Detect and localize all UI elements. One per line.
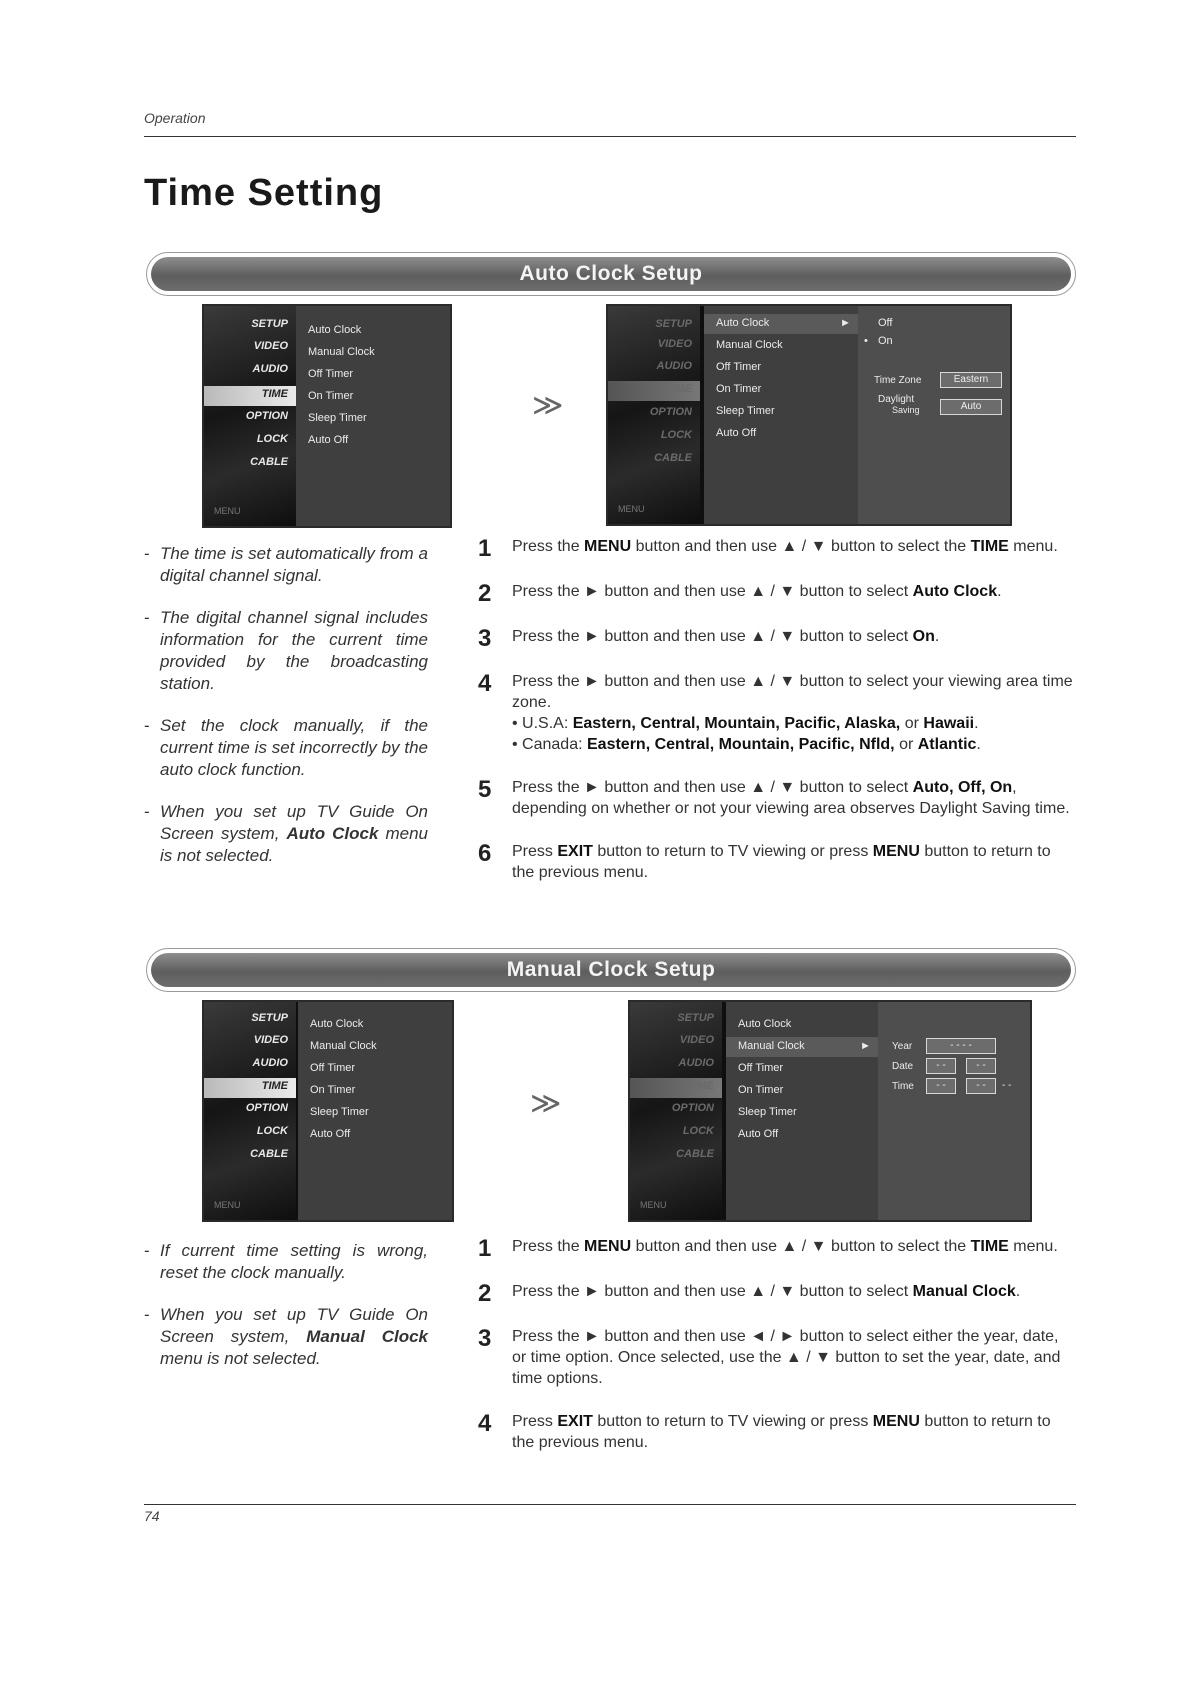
- transition-arrow-icon: ≫: [530, 1087, 562, 1120]
- category-time: TIME: [261, 388, 288, 400]
- time-zone-label: Time Zone: [874, 375, 922, 386]
- category-lock: LOCK: [660, 429, 692, 441]
- step-4: [476, 1411, 1076, 1453]
- manual-clock-banner-title: Manual Clock Setup: [151, 953, 1071, 987]
- step-number: 2: [478, 1280, 492, 1307]
- step-text: menu.: [1013, 538, 1058, 555]
- step-bold: Auto, Off, On: [912, 779, 1013, 796]
- page-title: Time Setting: [144, 172, 384, 214]
- page-number: 74: [144, 1508, 160, 1524]
- selected-bullet-icon: •: [864, 335, 868, 347]
- note-text: menu is not selected.: [160, 824, 429, 865]
- category-audio: AUDIO: [678, 1057, 714, 1069]
- step-4: [476, 671, 1076, 755]
- step-number: 4: [478, 1410, 492, 1437]
- time-menu-list: [296, 306, 452, 526]
- step-number: 2: [478, 580, 492, 607]
- step-2: [476, 1280, 1076, 1307]
- menu-item-manual-clock: Manual Clock: [716, 339, 783, 351]
- category-column: [608, 306, 700, 524]
- note-text: When you set up TV Guide On Screen system,: [160, 802, 428, 843]
- step-number: 3: [478, 1325, 492, 1352]
- step-text: Press the ► button and then use ▲ / ▼ button to select your viewing area time zone.: [512, 673, 1073, 711]
- step-text: .: [1015, 1283, 1021, 1300]
- step-text: Press the: [512, 538, 580, 555]
- manual-menu-screen-2: [628, 1000, 1032, 1222]
- step-bold: MENU: [872, 1413, 920, 1430]
- step-bold: Eastern, Central, Mountain, Pacific, Nfld,: [587, 736, 895, 753]
- step-text: button and then use ▲ / ▼ button to select the: [635, 1238, 967, 1255]
- step-text: Press: [512, 843, 553, 860]
- step-text: Press the ► button and then use ▲ / ▼ button to select: [512, 779, 909, 796]
- auto-clock-notes: [144, 543, 428, 887]
- step-text: • U.S.A:: [512, 715, 569, 732]
- menu-item-manual-clock: Manual Clock: [308, 346, 375, 358]
- step-bold: MENU: [584, 1238, 632, 1255]
- menu-item-on-timer: On Timer: [716, 383, 762, 395]
- category-cable: CABLE: [676, 1148, 714, 1160]
- menu-hint: MENU: [640, 1200, 667, 1210]
- menu-item-sleep-timer: Sleep Timer: [308, 412, 367, 424]
- date-day-value: - -: [966, 1058, 996, 1074]
- category-time: TIME: [665, 383, 692, 395]
- category-option: OPTION: [649, 406, 692, 418]
- manual-clock-banner: [146, 948, 1076, 992]
- category-audio: AUDIO: [656, 360, 692, 372]
- category-option: OPTION: [671, 1102, 714, 1114]
- category-time: TIME: [687, 1080, 714, 1092]
- category-cable: CABLE: [250, 1148, 288, 1160]
- step-number: 3: [478, 625, 492, 652]
- step-bold: TIME: [970, 1238, 1009, 1255]
- category-setup: SETUP: [655, 318, 692, 330]
- menu-item-auto-clock: Auto Clock: [310, 1018, 364, 1030]
- category-setup: SETUP: [251, 318, 288, 330]
- menu-item-off-timer: Off Timer: [310, 1062, 356, 1074]
- step-bold: EXIT: [557, 843, 593, 860]
- step-number: 5: [478, 776, 492, 803]
- category-lock: LOCK: [256, 433, 288, 445]
- auto-clock-banner: [146, 252, 1076, 296]
- step-text: or: [904, 715, 919, 732]
- note-item: - If current time setting is wrong, reset the clock manually.: [144, 1240, 428, 1284]
- note-bold: Manual Clock: [306, 1327, 428, 1346]
- step-text: button and then use ▲ / ▼ button to select the: [635, 538, 967, 555]
- category-lock: LOCK: [682, 1125, 714, 1137]
- step-bold: Auto Clock: [912, 583, 998, 600]
- step-1: [476, 1235, 1076, 1262]
- step-text: Press the ► button and then use ▲ / ▼ button to select: [512, 628, 909, 645]
- step-text: button to return to the previous menu.: [512, 843, 1051, 881]
- category-cable: CABLE: [250, 456, 288, 468]
- year-label: Year: [892, 1041, 913, 1052]
- step-bold: Hawaii: [923, 715, 975, 732]
- step-text: .: [997, 583, 1002, 600]
- menu-item-sleep-timer: Sleep Timer: [716, 405, 775, 417]
- time-menu-list: [298, 1002, 454, 1220]
- step-text: , depending on whether or not your viewing area observes Daylight Saving time.: [512, 779, 1070, 817]
- time-label: Time: [892, 1081, 914, 1092]
- manual-clock-notes: [144, 1240, 428, 1390]
- category-option: OPTION: [245, 410, 288, 422]
- time-menu-list: [726, 1002, 878, 1220]
- step-text: Press the ► button and then use ◄ / ► button to select either the year, date, or time option. Once selected, use the ▲ / ▼ button to set the year, date, and time options.: [512, 1328, 1061, 1387]
- option-on: On: [878, 335, 893, 347]
- step-6: [476, 841, 1076, 883]
- auto-clock-submenu: [858, 306, 1012, 524]
- step-bold: TIME: [970, 538, 1009, 555]
- category-video: VIDEO: [679, 1034, 714, 1046]
- note-item: [144, 1304, 428, 1370]
- note-item: - The time is set automatically from a digital channel signal.: [144, 543, 428, 587]
- category-column: [204, 1002, 296, 1220]
- step-text: Press the ► button and then use ▲ / ▼ button to select: [512, 1283, 909, 1300]
- menu-item-sleep-timer: Sleep Timer: [738, 1106, 797, 1118]
- time-zone-value: Eastern: [940, 372, 1002, 388]
- menu-item-on-timer: On Timer: [308, 390, 354, 402]
- note-item: - The digital channel signal includes information for the current time provided by the broadcasting station.: [144, 607, 428, 695]
- category-time: TIME: [261, 1080, 288, 1092]
- time-minute-value: - -: [966, 1078, 996, 1094]
- note-item: - Set the clock manually, if the current time is set incorrectly by the auto clock function.: [144, 715, 428, 781]
- category-column: [204, 306, 296, 526]
- note-bold: Auto Clock: [286, 824, 379, 843]
- menu-item-auto-off: Auto Off: [716, 427, 757, 439]
- transition-arrow-icon: ≫: [532, 389, 564, 422]
- pointer-arrow-icon: ►: [860, 1040, 871, 1052]
- step-1: [476, 535, 1076, 562]
- menu-item-auto-clock: Auto Clock: [308, 324, 362, 336]
- date-label: Date: [892, 1061, 914, 1072]
- category-option: OPTION: [245, 1102, 288, 1114]
- menu-item-manual-clock: Manual Clock: [738, 1040, 805, 1052]
- category-cable: CABLE: [654, 452, 692, 464]
- step-bold: EXIT: [557, 1413, 593, 1430]
- header-section-label: Operation: [144, 110, 206, 126]
- canada-time-zones: • Canada: Eastern, Central, Mountain, Pacific, Nfld, or Atlantic.: [512, 736, 981, 753]
- category-lock: LOCK: [256, 1125, 288, 1137]
- menu-hint: MENU: [618, 504, 645, 514]
- menu-hint: MENU: [214, 1200, 241, 1210]
- step-bold: MENU: [872, 843, 920, 860]
- manual-clock-submenu: [878, 1002, 1032, 1220]
- auto-menu-screen-1: [202, 304, 452, 528]
- category-audio: AUDIO: [252, 1057, 288, 1069]
- pointer-arrow-icon: ►: [840, 317, 851, 329]
- step-text: button to return to TV viewing or press: [597, 843, 869, 860]
- time-hour-value: - -: [926, 1078, 956, 1094]
- note-text: menu is not selected.: [160, 1349, 321, 1368]
- step-text: menu.: [1013, 1238, 1058, 1255]
- footer-rule: [144, 1504, 1076, 1505]
- menu-hint: MENU: [214, 506, 241, 516]
- option-off: Off: [878, 317, 893, 329]
- menu-item-auto-clock: Auto Clock: [716, 317, 770, 329]
- time-ampm-value: - -: [1002, 1080, 1012, 1091]
- step-text: Press the ► button and then use ▲ / ▼ button to select: [512, 583, 909, 600]
- step-bold: Eastern, Central, Mountain, Pacific, Alaska,: [572, 715, 901, 732]
- menu-item-on-timer: On Timer: [738, 1084, 784, 1096]
- step-3: [476, 625, 1076, 652]
- step-text: button to return to TV viewing or press: [597, 1413, 869, 1430]
- saving-label: Saving: [892, 405, 920, 415]
- step-2: [476, 580, 1076, 607]
- menu-item-off-timer: Off Timer: [716, 361, 762, 373]
- step-text: .: [934, 628, 940, 645]
- menu-item-off-timer: Off Timer: [738, 1062, 784, 1074]
- date-month-value: - -: [926, 1058, 956, 1074]
- step-bold: Atlantic: [917, 736, 977, 753]
- daylight-label: Daylight: [878, 394, 915, 405]
- auto-menu-screen-2: [606, 304, 1012, 526]
- step-text: Press the: [512, 1238, 580, 1255]
- menu-item-sleep-timer: Sleep Timer: [310, 1106, 369, 1118]
- auto-clock-banner-title: Auto Clock Setup: [151, 257, 1071, 291]
- category-video: VIDEO: [657, 338, 692, 350]
- category-column: [630, 1002, 722, 1220]
- step-number: 4: [478, 670, 492, 697]
- note-item: [144, 801, 428, 867]
- step-number: 1: [478, 535, 492, 562]
- menu-item-auto-clock: Auto Clock: [738, 1018, 792, 1030]
- manual-clock-steps: [476, 1236, 1076, 1453]
- auto-clock-steps: [476, 536, 1076, 883]
- menu-item-manual-clock: Manual Clock: [310, 1040, 377, 1052]
- step-text: Press: [512, 1413, 553, 1430]
- category-audio: AUDIO: [252, 363, 288, 375]
- step-number: 6: [478, 840, 492, 867]
- step-5: [476, 777, 1076, 819]
- step-bold: Manual Clock: [912, 1283, 1016, 1300]
- manual-menu-screen-1: [202, 1000, 454, 1222]
- step-text: or: [899, 736, 914, 753]
- menu-item-auto-off: Auto Off: [738, 1128, 779, 1140]
- menu-item-off-timer: Off Timer: [308, 368, 354, 380]
- menu-item-on-timer: On Timer: [310, 1084, 356, 1096]
- step-number: 1: [478, 1235, 492, 1262]
- step-bold: MENU: [584, 538, 632, 555]
- year-value: - - - -: [926, 1038, 996, 1054]
- step-3: [476, 1326, 1076, 1389]
- category-setup: SETUP: [677, 1012, 714, 1024]
- category-video: VIDEO: [253, 340, 288, 352]
- menu-item-auto-off: Auto Off: [308, 434, 349, 446]
- category-setup: SETUP: [251, 1012, 288, 1024]
- step-text: button to return to the previous menu.: [512, 1413, 1051, 1451]
- usa-time-zones: • U.S.A: Eastern, Central, Mountain, Pacific, Alaska, or Hawaii.: [512, 715, 979, 732]
- menu-item-auto-off: Auto Off: [310, 1128, 351, 1140]
- daylight-saving-value: Auto: [940, 399, 1002, 415]
- step-bold: On: [912, 628, 935, 645]
- note-text: When you set up TV Guide On Screen system,: [160, 1305, 428, 1346]
- category-video: VIDEO: [253, 1034, 288, 1046]
- time-menu-list: [704, 306, 858, 524]
- step-text: • Canada:: [512, 736, 583, 753]
- header-rule: [144, 136, 1076, 137]
